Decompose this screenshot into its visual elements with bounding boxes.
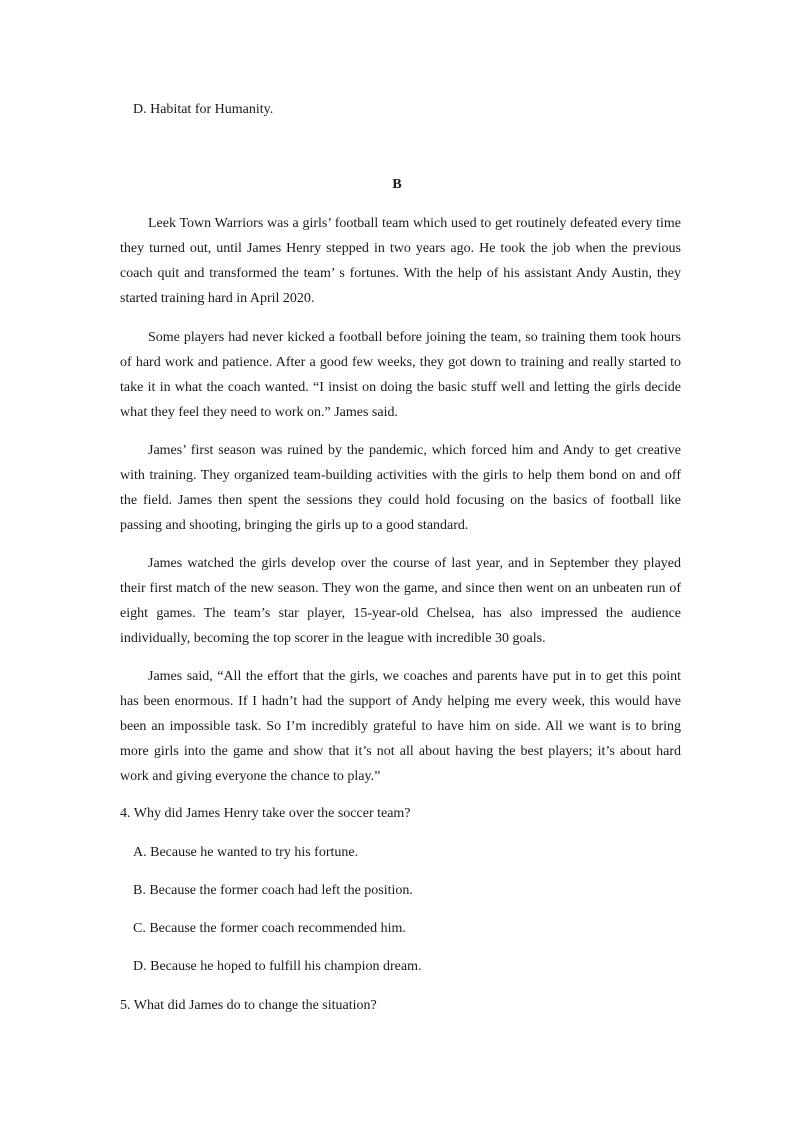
question-4-option-b: B. Because the former coach had left the position. (133, 883, 413, 898)
passage-paragraph-4: James watched the girls develop over the course of last year, and in September they played their first match of the new season. They won the game, and since then went on an unbeaten run of eight games. The team’s star player, 15-year-old Chelsea, has also impressed the audience individually, becoming the top scorer in the league with incredible 30 goals. (120, 556, 681, 646)
question-5-stem: 5. What did James do to change the situation? (120, 998, 377, 1013)
question-4-stem: 4. Why did James Henry take over the soccer team? (120, 806, 411, 821)
question-4-option-c: C. Because the former coach recommended him. (133, 921, 406, 936)
passage-paragraph-3: James’ first season was ruined by the pandemic, which forced him and Andy to get creative with training. They organized team-building activities with the girls to help them bond on and off the field. James then spent the sessions they could hold focusing on the basics of football like passing and shooting, bringing the girls up to a good standard. (120, 443, 681, 533)
passage-paragraph-5: James said, “All the effort that the girls, we coaches and parents have put in to get this point has been enormous. If I hadn’t had the support of Andy helping me every week, this would have been an impossible task. So I’m incredibly grateful to have him on side. All we want is to bring more girls into the game and show that it’s not all about having the best players; it’s about hard work and giving everyone the chance to play.” (120, 669, 681, 784)
section-heading: B (392, 177, 402, 192)
passage-paragraph-1: Leek Town Warriors was a girls’ football team which used to get routinely defeated every time they turned out, until James Henry stepped in two years ago. He took the job when the previous coach quit and transformed the team’ s fortunes. With the help of his assistant Andy Austin, they started training hard in April 2020. (120, 216, 681, 306)
previous-question-option-d: D. Habitat for Humanity. (133, 102, 274, 117)
question-4-option-a: A. Because he wanted to try his fortune. (133, 845, 359, 860)
question-4-option-d: D. Because he hoped to fulfill his champion dream. (133, 959, 422, 974)
passage-paragraph-2: Some players had never kicked a football before joining the team, so training them took hours of hard work and patience. After a good few weeks, they got down to training and really started to take it in what the coach wanted. “I insist on doing the basic stuff well and letting the girls decide what they feel they need to work on.” James said. (120, 330, 681, 420)
